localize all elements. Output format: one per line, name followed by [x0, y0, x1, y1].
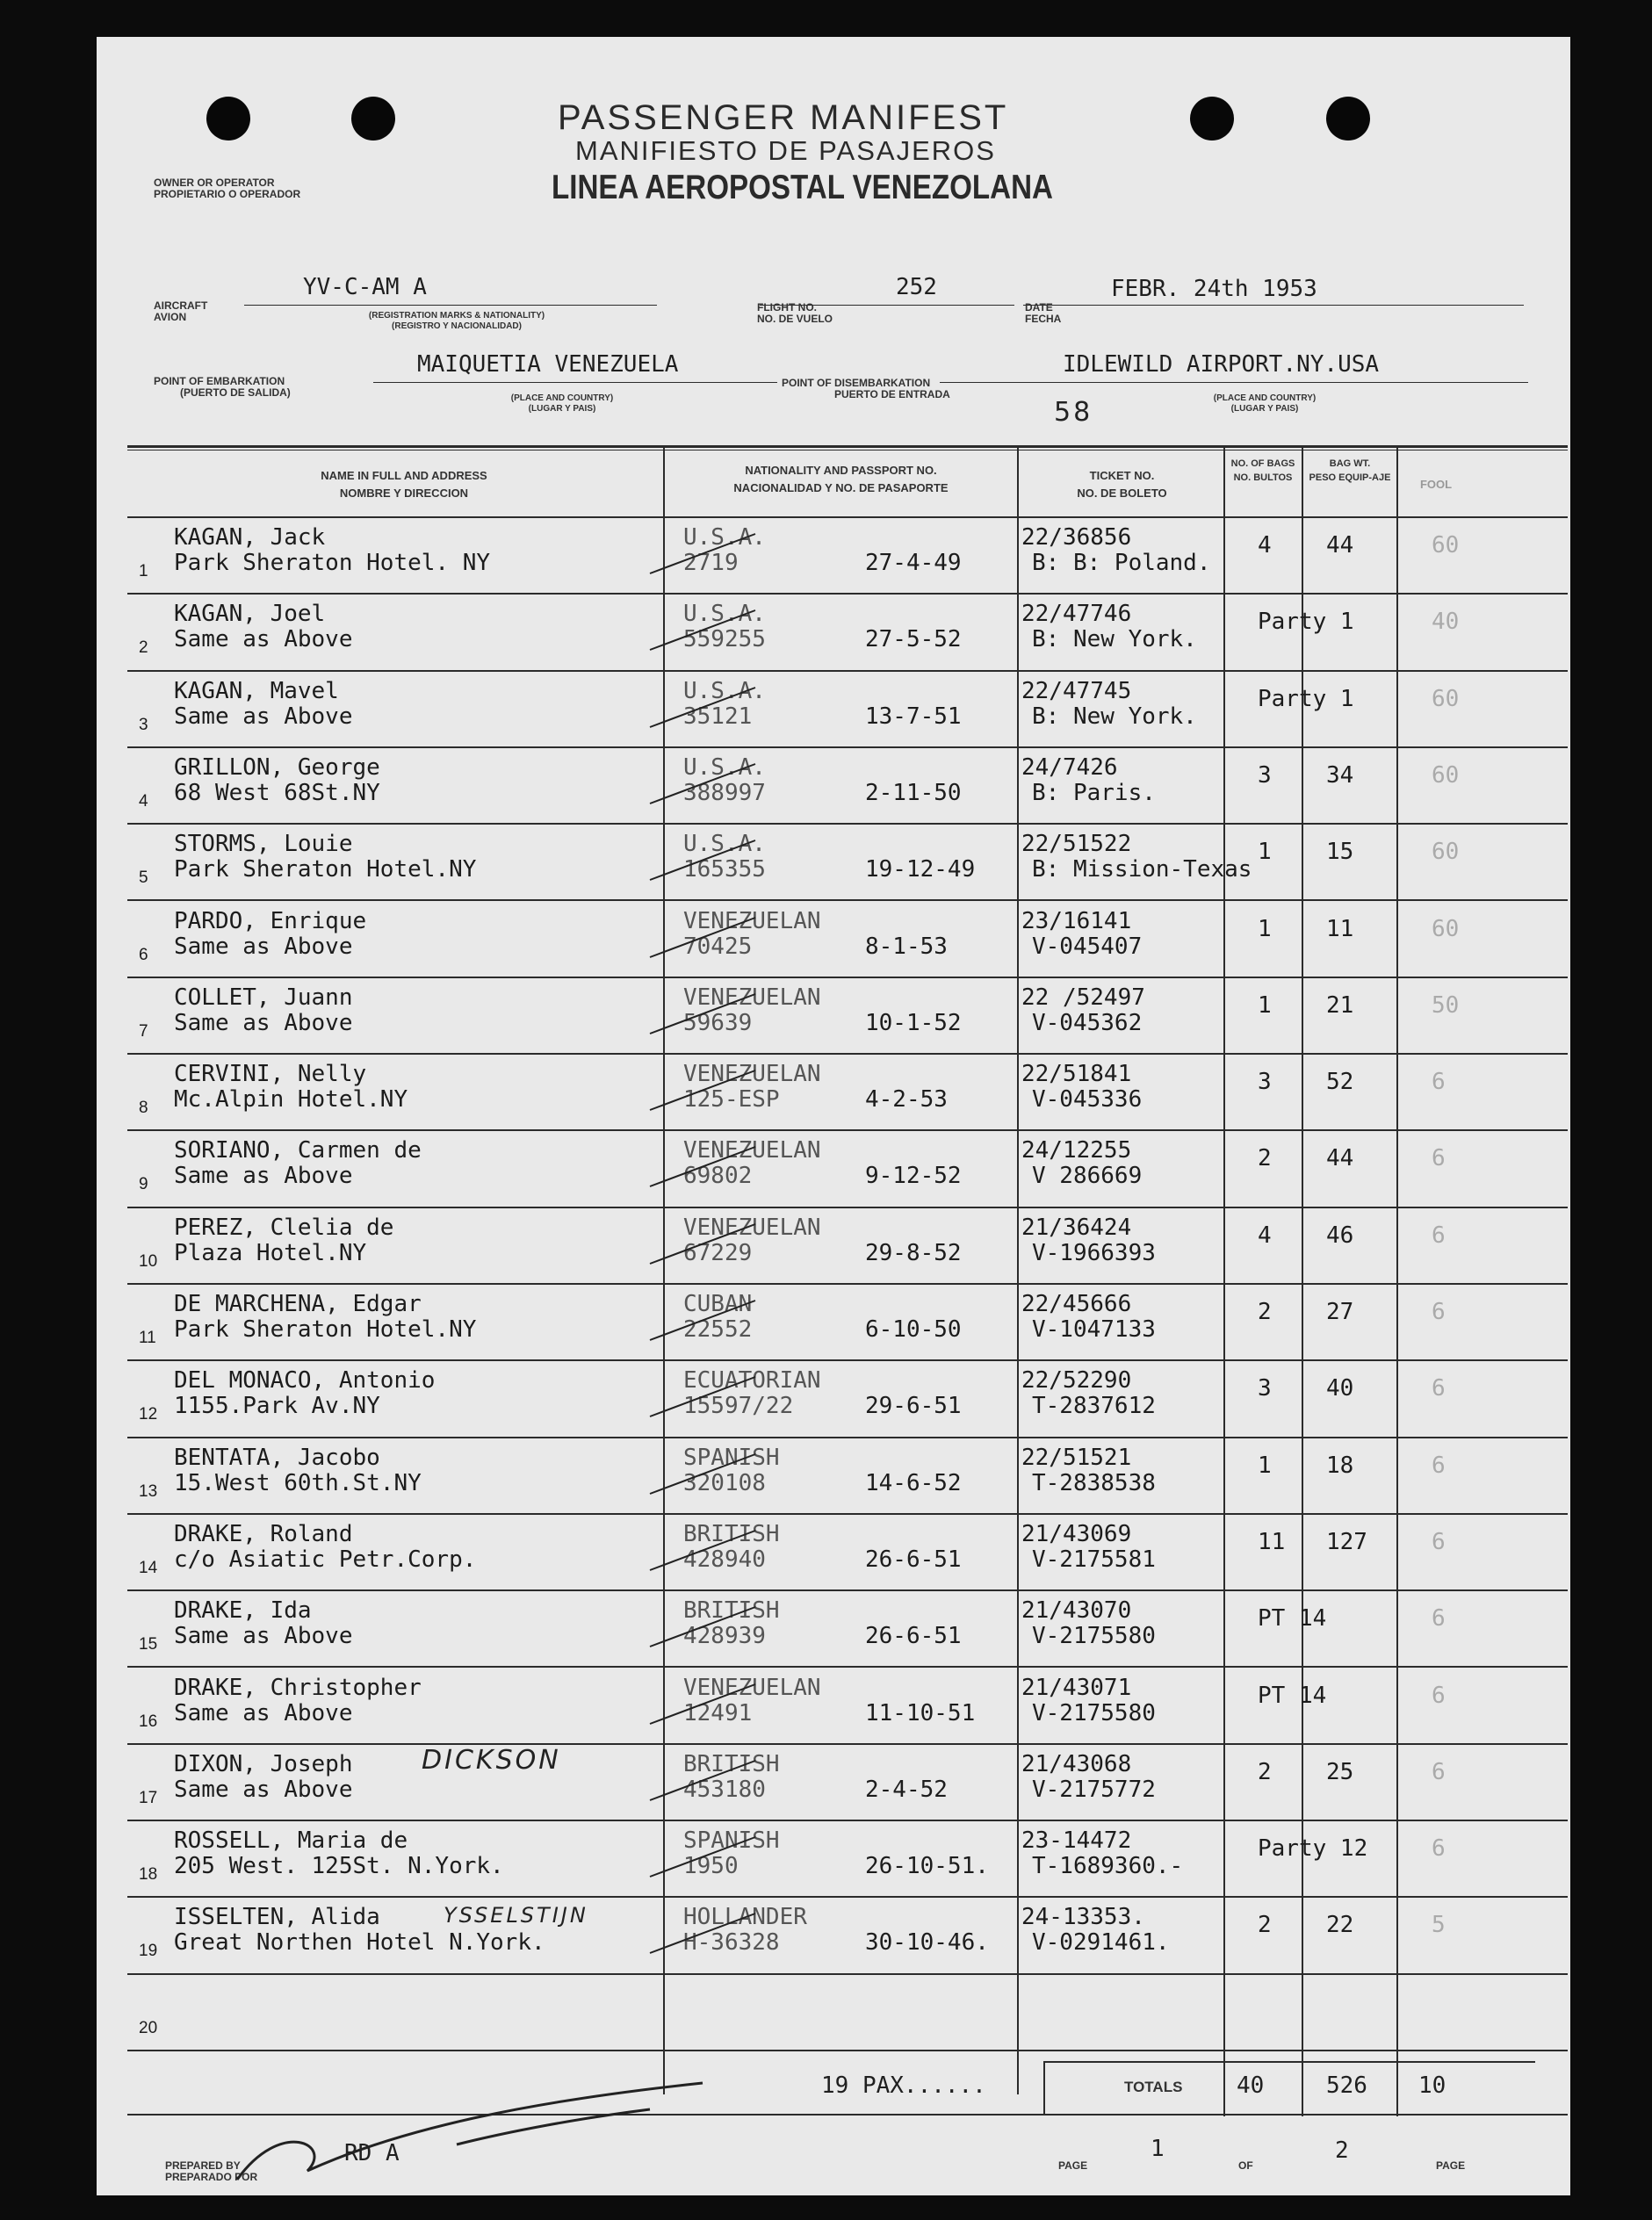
passenger-name: DRAKE, Ida [174, 1597, 312, 1625]
nationality: VENEZUELAN [683, 1061, 821, 1088]
check-mark [641, 525, 764, 587]
ticket-detail: V-045362 [1032, 1009, 1143, 1036]
disembark-place-label: (PLACE AND COUNTRY) (LUGAR Y PAIS) [1213, 393, 1317, 414]
passenger-address: 15.West 60th.St.NY [174, 1469, 422, 1496]
passport-number: 428939 [683, 1623, 766, 1650]
nationality: U.S.A. [683, 601, 766, 628]
handwritten-number: 58 [1054, 397, 1093, 428]
page-total: 2 [1335, 2137, 1349, 2164]
passport-date: 19-12-49 [865, 856, 976, 883]
row-number: 5 [139, 869, 148, 888]
passenger-name: DIXON, Joseph [174, 1750, 353, 1777]
table-row [97, 978, 1570, 1055]
passport-number: 70425 [683, 933, 753, 960]
ticket-detail: V-0291461. [1032, 1929, 1170, 1957]
col-ticket-header: TICKET NO. NO. DE BOLETO [1077, 469, 1167, 500]
table-row [97, 518, 1570, 595]
check-mark [641, 1828, 764, 1890]
passenger-name: KAGAN, Joel [174, 601, 326, 628]
passport-date: 11-10-51 [865, 1699, 976, 1726]
extra-value: 6 [1432, 1299, 1446, 1325]
table-row [97, 1745, 1570, 1821]
aircraft-label: AIRCRAFT AVION [154, 299, 208, 323]
ticket-number: 22/36856 [1021, 524, 1132, 551]
ticket-detail: V-2175580 [1032, 1623, 1156, 1650]
passport-number: 15597/22 [683, 1393, 794, 1420]
passport-date: 4-2-53 [865, 1086, 948, 1114]
check-mark [641, 832, 764, 893]
passenger-name: KAGAN, Mavel [174, 677, 339, 704]
ticket-detail: B: Mission-Texas [1032, 856, 1252, 883]
row-number: 2 [139, 638, 148, 658]
nationality: U.S.A. [683, 677, 766, 704]
table-row [97, 595, 1570, 671]
date-label: DATE FECHA [1025, 301, 1062, 325]
total-bags: 40 [1237, 2072, 1265, 2099]
table-row [97, 825, 1570, 901]
bag-count: Party 12 [1258, 1835, 1368, 1863]
passport-number: 1950 [683, 1853, 739, 1880]
col-name-header: NAME IN FULL AND ADDRESS NOMBRE Y DIRECCION [321, 469, 487, 500]
bag-count: PT 14 [1258, 1605, 1327, 1633]
extra-value: 6 [1432, 1069, 1446, 1096]
table-row [97, 902, 1570, 978]
extra-value: 5 [1432, 1912, 1446, 1939]
check-mark [641, 1292, 764, 1353]
passenger-address: 205 West. 125St. N.York. [174, 1853, 504, 1880]
passport-date: 8-1-53 [865, 933, 948, 960]
passport-date: 26-10-51. [865, 1853, 989, 1880]
passport-date: 27-4-49 [865, 550, 962, 576]
nationality: VENEZUELAN [683, 1674, 821, 1701]
passenger-name: COLLET, Juann [174, 984, 353, 1011]
check-mark [641, 1368, 764, 1430]
ticket-detail: V-2175581 [1032, 1546, 1156, 1573]
flight-number: 252 [896, 274, 937, 300]
pax-count: 19 PAX...... [821, 2072, 986, 2099]
passport-number: 388997 [683, 779, 766, 806]
passenger-name: DE MARCHENA, Edgar [174, 1291, 422, 1317]
check-mark [641, 909, 764, 970]
bag-weight: 46 [1326, 1222, 1354, 1249]
page-number: 1 [1151, 2136, 1165, 2162]
punch-hole [1190, 97, 1234, 141]
passport-number: 559255 [683, 626, 766, 653]
bag-count: 1 [1258, 991, 1272, 1019]
row-number: 17 [139, 1788, 158, 1807]
table-row [97, 1055, 1570, 1131]
nationality: VENEZUELAN [683, 1214, 821, 1241]
ticket-detail: T-2837612 [1032, 1393, 1156, 1420]
passenger-address: Same as Above [174, 626, 353, 653]
nationality: VENEZUELAN [683, 1137, 821, 1164]
ticket-detail: B: New York. [1032, 626, 1197, 653]
table-row [97, 1515, 1570, 1591]
check-mark [641, 602, 764, 663]
passenger-name: GRILLON, George [174, 753, 380, 781]
embarkation-value: MAIQUETIA VENEZUELA [417, 351, 679, 378]
passport-number: 428940 [683, 1546, 766, 1573]
ticket-number: 22/51522 [1021, 831, 1132, 858]
row-number: 4 [139, 791, 148, 811]
row-number: 15 [139, 1635, 158, 1654]
ticket-detail: T-2838538 [1032, 1469, 1156, 1496]
passenger-address: 1155.Park Av.NY [174, 1393, 380, 1420]
bag-weight: 25 [1326, 1758, 1354, 1785]
passenger-address: Same as Above [174, 1623, 353, 1650]
extra-value: 6 [1432, 1145, 1446, 1172]
table-row [97, 1898, 1570, 1974]
ticket-number: 22/51841 [1021, 1061, 1132, 1088]
passenger-address: Same as Above [174, 933, 353, 960]
passenger-address: Great Northen Hotel N.York. [174, 1929, 545, 1957]
ticket-number: 22 /52497 [1021, 984, 1145, 1011]
row-number: 9 [139, 1175, 148, 1194]
punch-hole [1326, 97, 1370, 141]
extra-value: 60 [1432, 532, 1460, 559]
table-row [97, 1208, 1570, 1285]
table-row [97, 748, 1570, 825]
totals-label: TOTALS [1124, 2079, 1183, 2095]
passenger-name: DRAKE, Christopher [174, 1674, 422, 1701]
registration-label: (REGISTRATION MARKS & NATIONALITY) (REGISTRO Y NACIONALIDAD) [368, 311, 545, 331]
manifest-sheet [97, 37, 1570, 2195]
extra-value: 40 [1432, 609, 1460, 636]
row-number: 11 [139, 1329, 156, 1347]
bag-count: 2 [1258, 1758, 1272, 1785]
bag-count: 2 [1258, 1145, 1272, 1172]
table-row [97, 672, 1570, 748]
passenger-address: Park Sheraton Hotel.NY [174, 1316, 477, 1343]
disembarkation-label: POINT OF DISEMBARKATION PUERTO DE ENTRADA [782, 377, 950, 400]
extra-value: 6 [1432, 1758, 1446, 1785]
extra-value: 60 [1432, 761, 1460, 789]
check-mark [641, 755, 764, 817]
passport-date: 10-1-52 [865, 1009, 962, 1036]
ticket-detail: V 286669 [1032, 1163, 1143, 1190]
passport-date: 29-6-51 [865, 1393, 962, 1420]
row-number: 13 [139, 1481, 158, 1501]
nationality: U.S.A. [683, 753, 766, 781]
row-number: 8 [139, 1099, 148, 1118]
passport-number: 320108 [683, 1469, 766, 1496]
annotation-dickson: DICKSON [422, 1745, 561, 1776]
passport-date: 26-6-51 [865, 1623, 962, 1650]
manifest-title-es: MANIFIESTO DE PASAJEROS [575, 135, 996, 166]
ticket-detail: B: Paris. [1032, 779, 1156, 806]
passenger-name: ROSSELL, Maria de [174, 1827, 408, 1855]
col-extra-header: FOOL [1419, 478, 1453, 491]
ticket-number: 23/16141 [1021, 907, 1132, 934]
table-row [97, 1285, 1570, 1361]
passenger-name: SORIANO, Carmen de [174, 1137, 422, 1164]
total-extra: 10 [1418, 2072, 1446, 2099]
preparer-initials: RD A [344, 2140, 400, 2166]
bag-count: 11 [1258, 1528, 1286, 1555]
passport-date: 6-10-50 [865, 1316, 962, 1343]
check-mark [641, 1752, 764, 1813]
passport-number: 165355 [683, 856, 766, 883]
bag-count: 2 [1258, 1299, 1272, 1325]
ticket-number: 22/47746 [1021, 601, 1132, 628]
ticket-number: 23-14472 [1021, 1827, 1132, 1855]
table-row [97, 1821, 1570, 1898]
total-weight: 526 [1326, 2072, 1367, 2099]
ticket-number: 22/51521 [1021, 1444, 1132, 1471]
ticket-number: 21/43069 [1021, 1520, 1132, 1547]
passenger-address: Same as Above [174, 1163, 353, 1190]
passport-date: 2-4-52 [865, 1776, 948, 1803]
ticket-number: 24/12255 [1021, 1137, 1132, 1164]
bag-weight: 21 [1326, 991, 1354, 1019]
bag-count: 1 [1258, 1452, 1272, 1479]
ticket-detail: V-045407 [1032, 933, 1143, 960]
extra-value: 60 [1432, 915, 1460, 942]
passport-number: 67229 [683, 1239, 753, 1266]
passenger-name: KAGAN, Jack [174, 524, 326, 551]
row-number: 12 [139, 1405, 158, 1424]
owner-label: OWNER OR OPERATOR PROPIETARIO O OPERADOR [154, 177, 301, 200]
nationality: BRITISH [683, 1597, 780, 1625]
airline-name: LINEA AEROPOSTAL VENEZOLANA [552, 169, 1053, 206]
passport-number: 59639 [683, 1009, 753, 1036]
bag-weight: 127 [1326, 1528, 1367, 1555]
bag-weight: 27 [1326, 1299, 1354, 1325]
passport-date: 2-11-50 [865, 779, 962, 806]
signature-scrawl [228, 2048, 843, 2188]
check-mark [641, 1215, 764, 1277]
passport-number: 453180 [683, 1776, 766, 1803]
passenger-address: Park Sheraton Hotel. NY [174, 550, 491, 576]
ticket-number: 21/43068 [1021, 1750, 1132, 1777]
passenger-address: Same as Above [174, 1776, 353, 1803]
passenger-name: STORMS, Louie [174, 831, 353, 858]
passenger-address: Mc.Alpin Hotel.NY [174, 1086, 408, 1114]
row-number: 18 [139, 1865, 158, 1885]
table-row [97, 1669, 1570, 1745]
table-row [97, 1591, 1570, 1668]
row-number: 7 [139, 1021, 148, 1041]
passport-number: 22552 [683, 1316, 753, 1343]
nationality: U.S.A. [683, 831, 766, 858]
passenger-name: PEREZ, Clelia de [174, 1214, 394, 1241]
passport-date: 26-6-51 [865, 1546, 962, 1573]
bag-count: 3 [1258, 1069, 1272, 1096]
bag-count: 2 [1258, 1912, 1272, 1939]
passenger-address: Park Sheraton Hotel.NY [174, 856, 477, 883]
col-bagwt-header: BAG WT. PESO EQUIP-AJE [1309, 458, 1391, 483]
col-nationality-header: NATIONALITY AND PASSPORT NO. NACIONALIDAD Y NO. DE PASAPORTE [733, 464, 949, 494]
col-bags-header: NO. OF BAGS NO. BULTOS [1230, 458, 1295, 483]
check-mark [641, 1522, 764, 1583]
disembarkation-value: IDLEWILD AIRPORT.NY.USA [1063, 351, 1380, 378]
passport-number: 12491 [683, 1699, 753, 1726]
passenger-name: PARDO, Enrique [174, 907, 367, 934]
passenger-address: Same as Above [174, 1699, 353, 1726]
passenger-name: ISSELTEN, Alida [174, 1904, 380, 1931]
passenger-address: 68 West 68St.NY [174, 779, 380, 806]
embarkation-label: POINT OF EMBARKATION (PUERTO DE SALIDA) [154, 375, 291, 399]
page-label: PAGE [1058, 2159, 1088, 2172]
annotation-ysselstijn: YSSELSTIJN [444, 1903, 588, 1928]
ticket-number: 21/43071 [1021, 1674, 1132, 1701]
ticket-detail: V-2175580 [1032, 1699, 1156, 1726]
row-number: 6 [139, 945, 148, 964]
passport-date: 9-12-52 [865, 1163, 962, 1190]
row-number: 19 [139, 1942, 158, 1961]
row-number: 14 [139, 1558, 158, 1577]
check-mark [641, 1445, 764, 1507]
page-label-2: PAGE [1436, 2159, 1466, 2172]
nationality: U.S.A. [683, 524, 766, 551]
bag-weight: 11 [1326, 915, 1354, 942]
ticket-detail: T-1689360.- [1032, 1853, 1184, 1880]
passport-date: 30-10-46. [865, 1929, 989, 1957]
prepared-label: PREPARED BY PREPARADO POR [165, 2159, 258, 2183]
row-number: 3 [139, 715, 148, 734]
check-mark [641, 679, 764, 740]
passenger-name: BENTATA, Jacobo [174, 1444, 380, 1471]
aircraft-value: YV-C-AM A [303, 274, 427, 300]
passport-date: 27-5-52 [865, 626, 962, 653]
bag-count: 3 [1258, 1375, 1272, 1402]
table-row [97, 1131, 1570, 1207]
passport-date: 13-7-51 [865, 703, 962, 730]
bag-weight: 44 [1326, 532, 1354, 559]
passport-number: 125-ESP [683, 1086, 780, 1114]
nationality: VENEZUELAN [683, 907, 821, 934]
check-mark [641, 1598, 764, 1660]
extra-value: 6 [1432, 1222, 1446, 1249]
flight-label: FLIGHT NO. NO. DE VUELO [757, 301, 833, 325]
passport-number: 35121 [683, 703, 753, 730]
ticket-detail: B: New York. [1032, 703, 1197, 730]
table-row [97, 1361, 1570, 1438]
bag-count: 3 [1258, 761, 1272, 789]
embark-place-label: (PLACE AND COUNTRY) (LUGAR Y PAIS) [510, 393, 614, 414]
check-mark [641, 1138, 764, 1200]
check-mark [641, 1062, 764, 1123]
bag-count: Party 1 [1258, 609, 1354, 636]
nationality: ECUATORIAN [683, 1367, 821, 1395]
passenger-name: CERVINI, Nelly [174, 1061, 367, 1088]
extra-value: 6 [1432, 1452, 1446, 1479]
bag-weight: 44 [1326, 1145, 1354, 1172]
row-number: 16 [139, 1712, 158, 1731]
extra-value: 50 [1432, 991, 1460, 1019]
passenger-name: DEL MONACO, Antonio [174, 1367, 436, 1395]
row-number: 20 [139, 2018, 158, 2037]
check-mark [641, 1905, 764, 1966]
punch-hole [351, 97, 395, 141]
bag-weight: 52 [1326, 1069, 1354, 1096]
bag-weight: 18 [1326, 1452, 1354, 1479]
extra-value: 6 [1432, 1682, 1446, 1709]
passenger-address: Same as Above [174, 1009, 353, 1036]
check-mark [641, 985, 764, 1047]
ticket-number: 24-13353. [1021, 1904, 1145, 1931]
ticket-detail: V-045336 [1032, 1086, 1143, 1114]
passenger-address: c/o Asiatic Petr.Corp. [174, 1546, 477, 1573]
extra-value: 6 [1432, 1835, 1446, 1863]
bag-count: 1 [1258, 915, 1272, 942]
table-row [97, 1438, 1570, 1515]
bag-count: Party 1 [1258, 685, 1354, 712]
passenger-address: Plaza Hotel.NY [174, 1239, 367, 1266]
row-number: 10 [139, 1251, 158, 1271]
row-number: 1 [139, 562, 148, 580]
extra-value: 6 [1432, 1528, 1446, 1555]
passenger-name: DRAKE, Roland [174, 1520, 353, 1547]
ticket-number: 24/7426 [1021, 753, 1118, 781]
extra-value: 6 [1432, 1605, 1446, 1633]
ticket-number: 22/52290 [1021, 1367, 1132, 1395]
passport-number: 69802 [683, 1163, 753, 1190]
bag-count: 1 [1258, 839, 1272, 866]
check-mark [641, 1676, 764, 1737]
passport-date: 29-8-52 [865, 1239, 962, 1266]
ticket-number: 21/36424 [1021, 1214, 1132, 1241]
nationality: CUBAN [683, 1291, 753, 1317]
ticket-number: 22/47745 [1021, 677, 1132, 704]
of-label: OF [1238, 2159, 1253, 2172]
passport-number: 2719 [683, 550, 739, 576]
manifest-title: PASSENGER MANIFEST [558, 98, 1009, 137]
ticket-detail: B: B: Poland. [1032, 550, 1211, 576]
nationality: BRITISH [683, 1750, 780, 1777]
extra-value: 60 [1432, 839, 1460, 866]
passport-date: 14-6-52 [865, 1469, 962, 1496]
nationality: SPANISH [683, 1444, 780, 1471]
ticket-detail: V-1966393 [1032, 1239, 1156, 1266]
nationality: HOLLANDER [683, 1904, 807, 1931]
flight-date: FEBR. 24th 1953 [1111, 276, 1317, 302]
passport-number: H-36328 [683, 1929, 780, 1957]
extra-value: 60 [1432, 685, 1460, 712]
nationality: SPANISH [683, 1827, 780, 1855]
nationality: VENEZUELAN [683, 984, 821, 1011]
bag-count: 4 [1258, 532, 1272, 559]
ticket-number: 22/45666 [1021, 1291, 1132, 1317]
passenger-address: Same as Above [174, 703, 353, 730]
extra-value: 6 [1432, 1375, 1446, 1402]
ticket-number: 21/43070 [1021, 1597, 1132, 1625]
bag-weight: 15 [1326, 839, 1354, 866]
bag-count: 4 [1258, 1222, 1272, 1249]
ticket-detail: V-2175772 [1032, 1776, 1156, 1803]
bag-weight: 22 [1326, 1912, 1354, 1939]
nationality: BRITISH [683, 1520, 780, 1547]
ticket-detail: V-1047133 [1032, 1316, 1156, 1343]
punch-hole [206, 97, 250, 141]
table-row [97, 1975, 1570, 2051]
bag-count: PT 14 [1258, 1682, 1327, 1709]
bag-weight: 40 [1326, 1375, 1354, 1402]
bag-weight: 34 [1326, 761, 1354, 789]
